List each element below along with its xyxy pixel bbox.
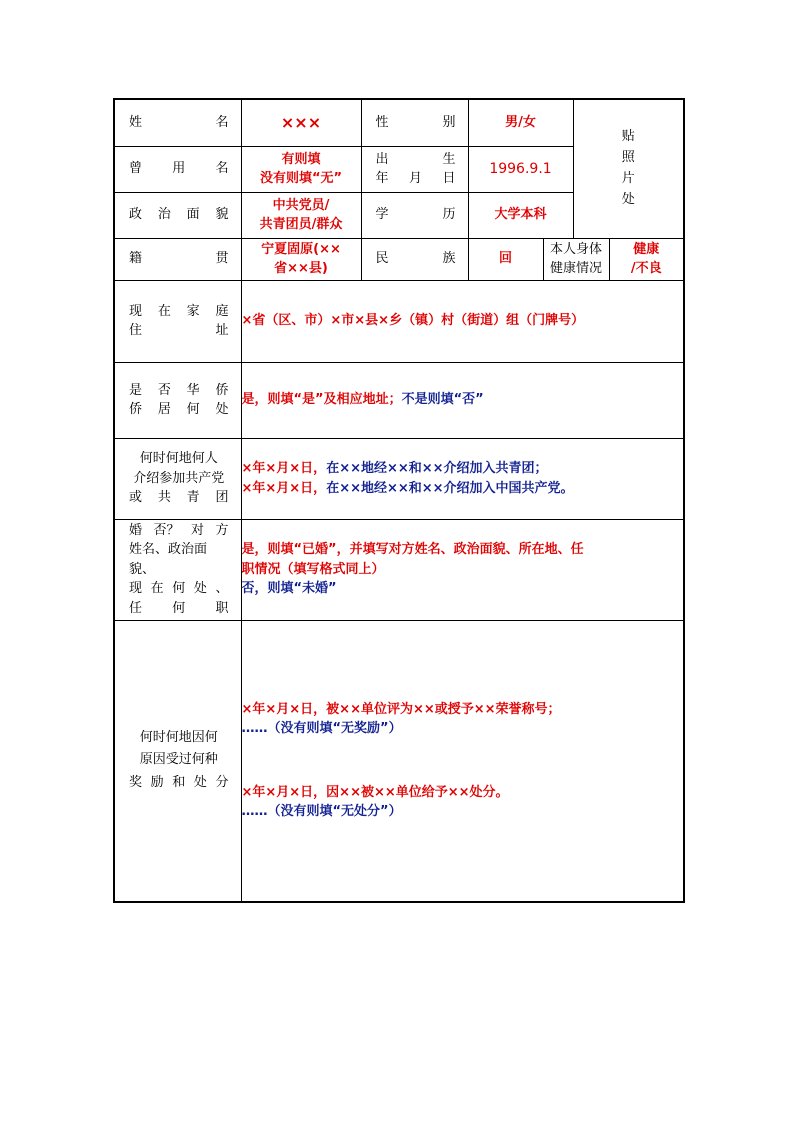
ethnic-label [361,238,468,280]
text-line: 健康情况 [549,261,602,276]
label-char: 何 [172,600,186,616]
label-char: 曾 [129,161,143,177]
label-char: 名 [215,161,229,177]
text-line: ×年×月×日，因××被××单位给予××处分。 [241,784,509,800]
text-line: 是，则填“已婚”，并填写对方姓名、政治面貌、所在地、任 [241,542,584,558]
marriage-label [114,519,241,620]
rewards-reward [242,700,684,739]
label-char: 职 [215,600,229,616]
rewards-value [241,620,684,902]
label-char: 住 [129,323,143,338]
label-char: 何 [172,581,186,597]
join-party-label [114,438,241,519]
label-char: 方 [215,522,229,538]
text-line: 省××县) [274,261,328,276]
label-char: 共 [157,490,171,506]
label-char: 家 [186,303,200,319]
label-char: 否 [157,382,171,398]
gender-label [361,99,468,146]
label-char: 姓 [129,115,143,130]
date-segment: ×年×月×日， [241,461,327,476]
label-char: 处 [215,402,229,417]
education-value: 大学本科 [468,192,573,238]
address-value: ×省（区、市）×市×县×乡（镇）村（街道）组（门牌号） [241,280,684,362]
label-char: 年 [375,171,389,186]
label-char: 和 [172,775,186,791]
detail-segment: 在××地经××和××介绍加入共青团； [326,461,548,476]
label-char: 处 [193,775,207,791]
education-label [361,192,468,238]
former-name-value [241,146,361,192]
political-label [114,192,241,238]
label-char: 在 [157,303,171,319]
label-char: 在 [150,581,164,597]
label-char: 或 [129,490,143,506]
overseas-value [241,362,684,438]
join-party-value [241,438,684,519]
label-char: 用 [172,161,186,177]
native-value [241,238,361,280]
text-line: 否，则填“未婚” [241,581,337,597]
label-char: 貌 [215,207,229,223]
native-label [114,238,241,280]
label-char: 、 [215,581,229,597]
political-value [241,192,361,238]
text-line: ×年×月×日，被××单位评为××或授予××荣誉称号； [241,701,561,717]
text-line: 健康 [633,241,660,257]
text-line: 职情况（填写格式同上） [241,561,385,577]
text-line: 照 [621,149,635,165]
name-value: ××× [241,99,361,146]
rewards-label [114,620,241,902]
label-char: 励 [150,775,164,791]
label-char: 介绍参加共产党 [133,470,225,486]
text-line: 宁夏固原(×× [261,241,341,257]
label-char: 日 [442,171,456,186]
text-line: /不良 [630,261,662,276]
label-char: 原因受过何种 [139,752,218,768]
label-char: 址 [215,323,229,338]
label-char: 团 [215,490,229,506]
label-char: 生 [442,151,456,167]
label-char: 政 [129,207,143,223]
former-name-label [114,146,241,192]
label-char: 对 [190,522,204,538]
text-line [242,459,684,479]
overseas-label [114,362,241,438]
label-char: 别 [442,115,456,130]
text-line: 没有则填“无” [259,171,343,186]
label-char: 面 [186,207,200,223]
text-line: 处 [621,191,635,207]
label-char: 是 [129,382,143,398]
gender-value: 男/女 [468,99,573,146]
label-char: 分 [215,775,229,791]
label-char: 任 [129,600,143,616]
marriage-value [241,519,684,620]
label-char: 否？ [153,522,180,538]
text-line: 共青团员/群众 [259,217,343,232]
birth-value: 1996.9.1 [468,146,573,192]
text-line [242,479,684,499]
label-char: 贯 [215,251,229,267]
text-line: 贴 [621,129,635,145]
health-label [543,238,609,280]
rewards-punish [242,783,684,822]
ethnic-value: 回 [468,238,543,280]
text-line: 中共党员/ [272,197,330,213]
detail-segment: 在××地经××和××介绍加入中国共产党。 [326,480,574,496]
text-line: ……（没有则填“无处分”） [241,804,402,820]
address-label [114,280,241,362]
label-char: 出 [375,151,389,167]
label-char: 历 [442,207,456,223]
label-char: 庭 [215,303,229,319]
label-char: 民 [375,251,389,267]
label-char: 现 [129,303,143,319]
label-char: 青 [186,490,200,506]
label-char: 性 [375,115,389,130]
label-char: 学 [375,207,389,223]
personal-info-form [113,98,685,903]
label-char: 婚 [129,522,143,538]
label-char: 何时何地何人 [139,451,218,467]
label-char: 现 [129,581,143,597]
label-char: 何 [186,402,200,417]
label-char: 华 [186,382,200,398]
label-char: 居 [157,402,171,417]
label-char: 月 [408,171,422,186]
label-char: 族 [442,251,456,267]
date-segment: ×年×月×日， [241,480,327,496]
label-char: 处 [193,581,207,597]
name-label [114,99,241,146]
label-char: 治 [157,207,171,223]
label-char: 籍 [129,251,143,267]
text-line: ……（没有则填“无奖励”） [241,721,402,737]
label-char: 何时何地因何 [139,729,218,745]
text-segment: 是，则填“是”及相应地址； [241,392,402,408]
text-line: 片 [621,170,635,186]
label-char: 侨 [215,382,229,398]
text-segment: 不是则填“否” [401,392,484,408]
label-char: 侨 [129,402,143,417]
label-char: 奖 [129,775,143,791]
label-char: 名 [215,115,229,130]
label-char: 姓名、政治面貌、 [129,542,208,577]
birth-label [361,146,468,192]
text-line: 有则填 [281,151,321,167]
photo-placeholder [573,99,684,238]
health-value [609,238,684,280]
text-line: 本人身体 [549,241,602,257]
